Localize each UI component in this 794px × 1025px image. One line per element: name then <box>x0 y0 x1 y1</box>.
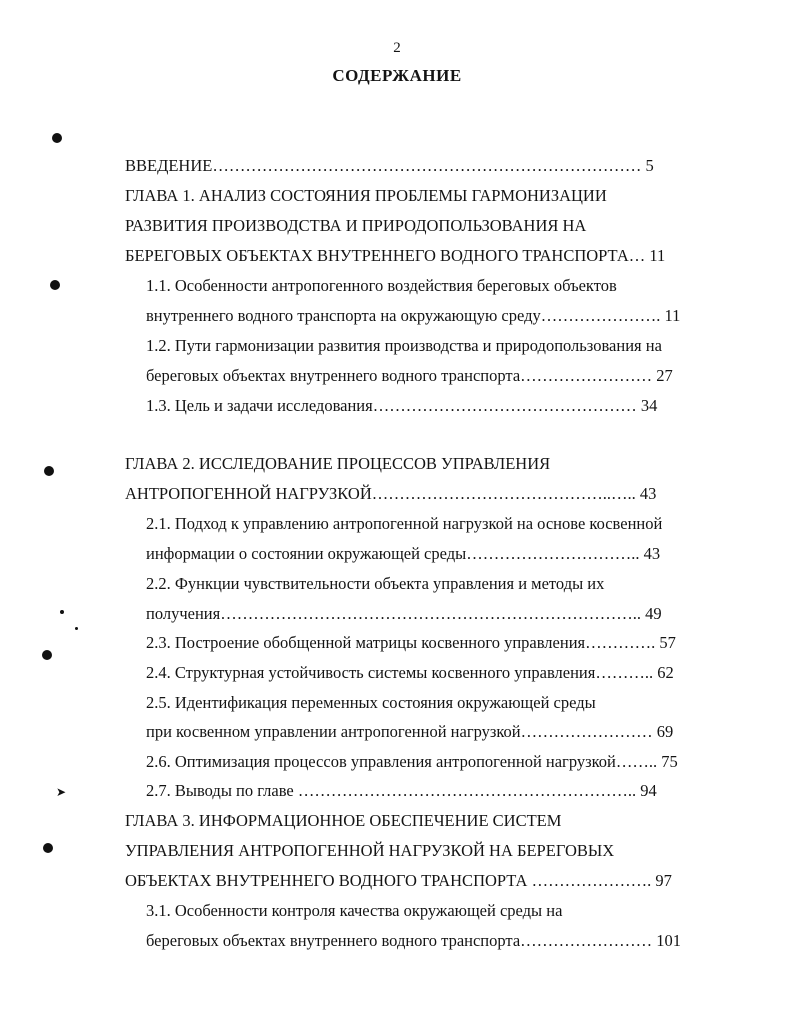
toc-section-line: при косвенном управлении антропогенной нагрузкой…………………… 69 <box>146 722 674 741</box>
toc-chapter-line: БЕРЕГОВЫХ ОБЪЕКТАХ ВНУТРЕННЕГО ВОДНОГО ТРАНСПОРТА… 11 <box>125 246 666 265</box>
toc-section-line: 2.3. Построение обобщенной матрицы косвенного управления…………. 57 <box>146 633 676 652</box>
toc-section-line: 2.2. Функции чувствительности объекта управления и методы их <box>146 574 605 593</box>
page-title: СОДЕРЖАНИЕ <box>332 66 462 85</box>
binding-hole-mark <box>42 650 52 660</box>
toc-section-line: информации о состоянии окружающей среды………………………….. 43 <box>146 544 661 563</box>
toc-section-line: 1.3. Цель и задачи исследования………………………………………… 34 <box>146 396 658 415</box>
binding-hole-mark <box>75 627 78 630</box>
toc-section-line: 3.1. Особенности контроля качества окружающей среды на <box>146 901 563 920</box>
toc-chapter-line: ВВЕДЕНИЕ…………………………………………………………………… 5 <box>125 156 654 175</box>
arrow-mark-icon: ➤ <box>56 785 67 799</box>
toc-chapter-line: ОБЪЕКТАХ ВНУТРЕННЕГО ВОДНОГО ТРАНСПОРТА …………………. 97 <box>125 871 672 890</box>
toc-chapter-line: АНТРОПОГЕННОЙ НАГРУЗКОЙ……………………………………..….. 43 <box>125 484 657 503</box>
binding-hole-mark <box>50 280 60 290</box>
toc-section-line: 2.6. Оптимизация процессов управления антропогенной нагрузкой…….. 75 <box>146 752 678 771</box>
toc-section-line: 2.1. Подход к управлению антропогенной нагрузкой на основе косвенной <box>146 514 663 533</box>
toc-section-line: получения………………………………………………………………….. 49 <box>146 604 662 623</box>
binding-hole-mark <box>52 133 62 143</box>
toc-chapter-line: РАЗВИТИЯ ПРОИЗВОДСТВА И ПРИРОДОПОЛЬЗОВАНИЯ НА <box>125 216 587 235</box>
toc-chapter-line: ГЛАВА 1. АНАЛИЗ СОСТОЯНИЯ ПРОБЛЕМЫ ГАРМОНИЗАЦИИ <box>125 186 607 205</box>
toc-section-line: внутреннего водного транспорта на окружающую среду…………………. 11 <box>146 306 681 325</box>
toc-section-line: 2.5. Идентификация переменных состояния окружающей среды <box>146 693 596 712</box>
binding-hole-mark <box>60 610 64 614</box>
toc-section-line: береговых объектах внутреннего водного транспорта…………………… 27 <box>146 366 673 385</box>
toc-section-line: 2.4. Структурная устойчивость системы косвенного управления……….. 62 <box>146 663 674 682</box>
binding-hole-mark <box>44 466 54 476</box>
toc-section-line: 1.1. Особенности антропогенного воздействия береговых объектов <box>146 276 617 295</box>
toc-section-line: береговых объектах внутреннего водного транспорта…………………… 101 <box>146 931 682 950</box>
toc-section-line: 2.7. Выводы по главе …………………………………………………….. 94 <box>146 781 657 800</box>
toc-section-line: 1.2. Пути гармонизации развития производства и природопользования на <box>146 336 662 355</box>
binding-hole-mark <box>43 843 53 853</box>
toc-chapter-line: ГЛАВА 3. ИНФОРМАЦИОННОЕ ОБЕСПЕЧЕНИЕ СИСТЕМ <box>125 811 562 830</box>
toc-chapter-line: ГЛАВА 2. ИССЛЕДОВАНИЕ ПРОЦЕССОВ УПРАВЛЕНИЯ <box>125 454 551 473</box>
page-number: 2 <box>393 40 401 56</box>
toc-chapter-line: УПРАВЛЕНИЯ АНТРОПОГЕННОЙ НАГРУЗКОЙ НА БЕРЕГОВЫХ <box>125 841 615 860</box>
